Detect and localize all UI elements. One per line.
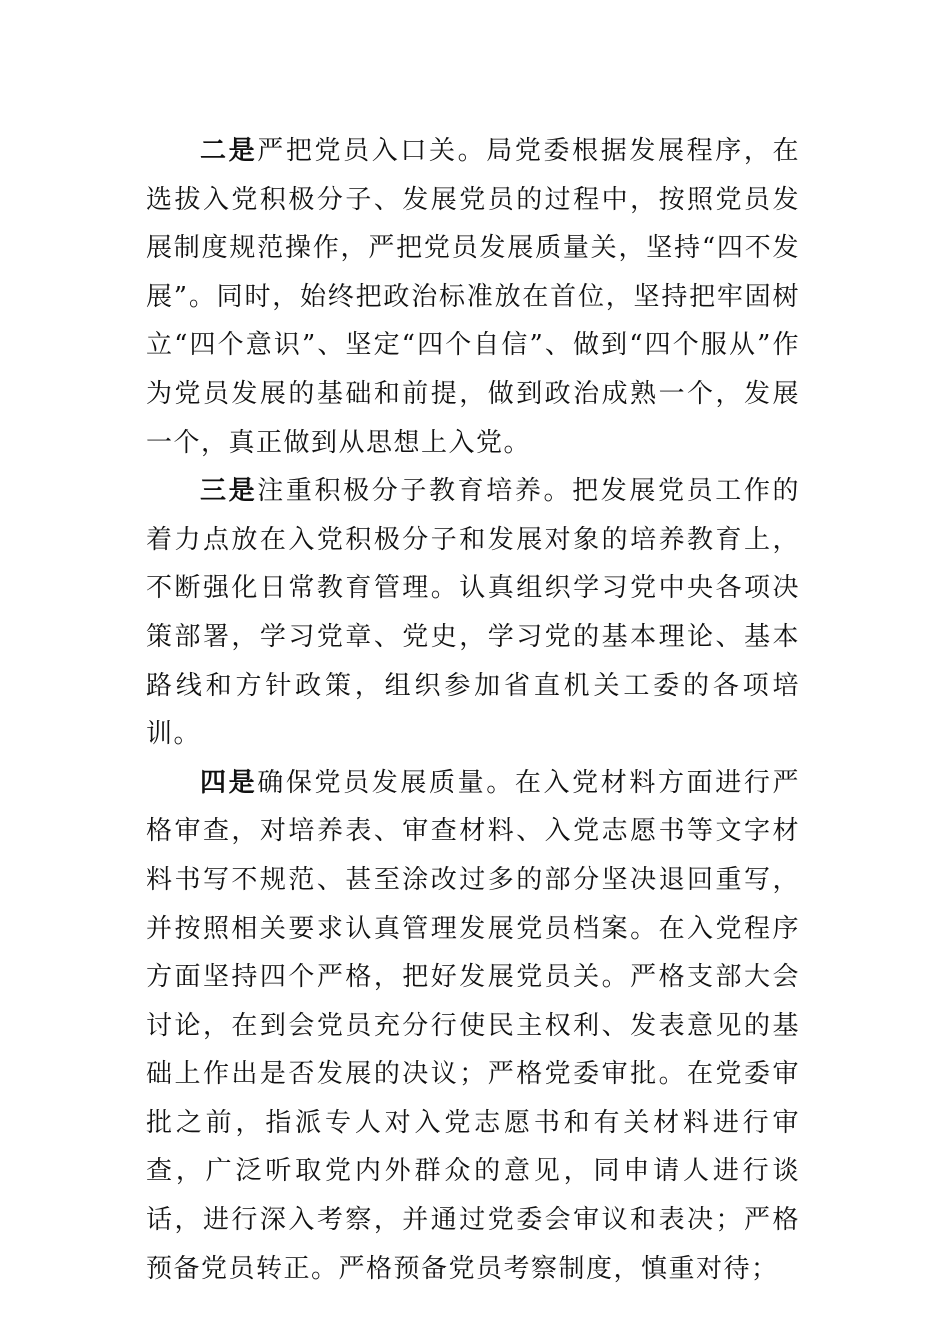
- paragraph-4-lead: 四是: [200, 767, 258, 798]
- document-body: [146, 127, 800, 1293]
- paragraph-2-text: 严把党员入口关。局党委根据发展程序，在选拔入党积极分子、发展党员的过程中，按照党员发展制度规范操作，严把党员发展质量关，坚持“四不发展”。同时，始终把政治标准放在首位，坚持把牢固树立“四个意识”、坚定“四个自信”、做到“四个服从”作为党员发展的基础和前提，做到政治成熟一个，发展一个，真正做到从思想上入党。: [146, 136, 800, 458]
- paragraph-4: [146, 759, 800, 1294]
- paragraph-3-text: 注重积极分子教育培养。把发展党员工作的着力点放在入党积极分子和发展对象的培养教育上，不断强化日常教育管理。认真组织学习党中央各项决策部署，学习党章、党史，学习党的基本理论、基本路线和方针政策，组织参加省直机关工委的各项培训。: [146, 476, 800, 750]
- paragraph-2: [146, 127, 800, 467]
- paragraph-3: [146, 467, 800, 759]
- paragraph-4-text: 确保党员发展质量。在入党材料方面进行严格审查，对培养表、审查材料、入党志愿书等文字材料书写不规范、甚至涂改过多的部分坚决退回重写，并按照相关要求认真管理发展党员档案。在入党程序方面坚持四个严格，把好发展党员关。严格支部大会讨论，在到会党员充分行使民主权利、发表意见的基础上作出是否发展的决议；严格党委审批。在党委审批之前，指派专人对入党志愿书和有关材料进行审查，广泛听取党内外群众的意见，同申请人进行谈话，进行深入考察，并通过党委会审议和表决；严格预备党员转正。严格预备党员考察制度，慎重对待；: [146, 767, 800, 1284]
- paragraph-2-lead: 二是: [200, 136, 258, 166]
- paragraph-3-lead: 三是: [200, 476, 258, 507]
